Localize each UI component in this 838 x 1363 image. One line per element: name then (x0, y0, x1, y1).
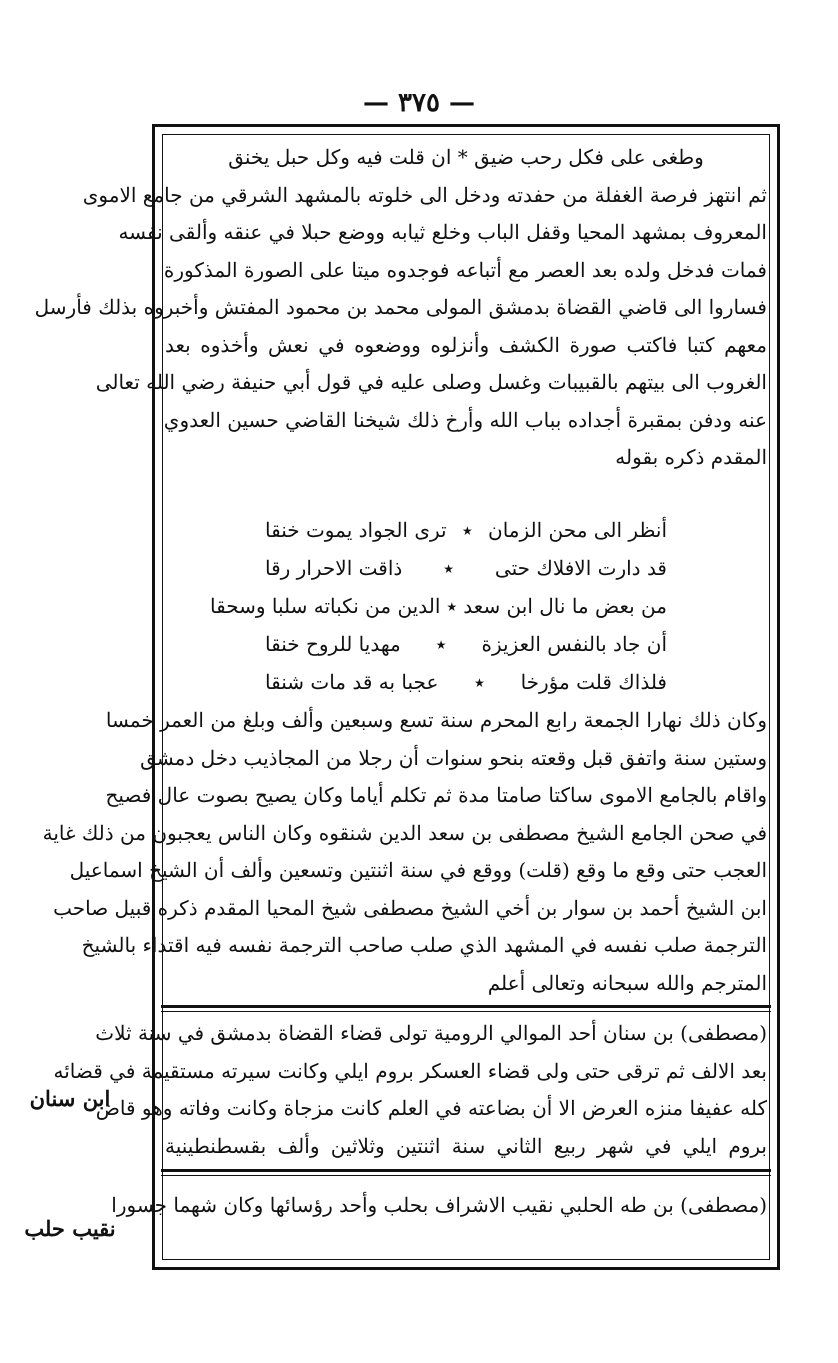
main-text (34, 139, 767, 477)
star-separator-icon: ٭ (446, 594, 458, 618)
poem (210, 511, 667, 701)
section-divider-thin (161, 1175, 771, 1176)
text-line: عنه ودفن بمقبرة أجداده بباب الله وأرخ ذلك شيخنا القاضي حسين العدوي (163, 407, 767, 432)
verse-first-hemistich: من بعض ما نال ابن سعد (463, 594, 667, 618)
verse-second-hemistich: ذاقت الاحرار رقا (265, 556, 403, 580)
poem-verse (265, 511, 667, 549)
text-line: الغروب الى بيتهم بالقبيبات وغسل وصلى عليه في قول أبي حنيفة رضي الله تعالى (95, 370, 767, 394)
poem-verse (265, 663, 667, 701)
section-divider-thin (161, 1011, 771, 1012)
text-line: ابن الشيخ أحمد بن سوار بن أخي الشيخ مصطفى شيخ المحيا المقدم ذكره قبيل صاحب (53, 895, 767, 920)
verse-second-hemistich: مهديا للروح خنقا (265, 632, 401, 656)
text-line: بروم ايلي في شهر ربيع الثاني سنة اثنتين وثلاثين وألف بقسطنطينية (165, 1133, 767, 1158)
margin-note-naqib-halab: نقيب حلب (24, 1216, 116, 1241)
text-line: ثم انتهز فرصة الغفلة من حفدته ودخل الى خلوته بالمشهد الشرقي من جامع الاموى (82, 182, 767, 207)
text-line: العجب حتى وقع ما وقع (قلت) ووقع في سنة اثنتين وتسعين وألف أن الشيخ اسماعيل (69, 858, 767, 882)
page-number: — ٣٧٥ — (362, 88, 476, 118)
verse-second-hemistich: عجبا به قد مات شنقا (265, 670, 439, 694)
text-line: (مصطفى) بن طه الحلبي نقيب الاشراف بحلب وأحد رؤسائها وكان شهما جسورا (111, 1193, 767, 1217)
text-line: فمات فدخل ولده بعد العصر مع أتباعه فوجدوه ميتا على الصورة المذكورة (163, 257, 767, 282)
text-line: وكان ذلك نهارا الجمعة رابع المحرم سنة تسع وسبعين وألف وبلغ من العمر خمسا (105, 708, 767, 732)
text-line: الترجمة صلب نفسه في المشهد الذي صلب صاحب الترجمة نفسه فيه اقتداء بالشيخ (81, 933, 767, 957)
verse-first-hemistich: أنظر الى محن الزمان (488, 518, 667, 542)
section-divider (161, 1005, 771, 1008)
star-separator-icon: ٭ (461, 518, 473, 542)
text-line: (مصطفى) بن سنان أحد الموالي الرومية تولى قضاء القضاة بدمشق في سنة ثلاث (95, 1021, 767, 1045)
text-line: واقام بالجامع الاموى ساكتا صامتا مدة ثم تكلم أياما وكان يصيح بصوت عال فصيح (105, 783, 767, 807)
poem-verse (265, 625, 667, 663)
verse-first-hemistich: قد دارت الافلاك حتى (494, 556, 667, 580)
text-line: المعروف بمشهد المحيا وقفل الباب وخلع ثيابه ووضع حبلا في عنقه وألقى نفسه (118, 220, 767, 244)
text-line: المترجم والله سبحانه وتعالى أعلم (487, 970, 767, 995)
continued-text (42, 702, 767, 1002)
poem-verse (265, 549, 667, 587)
text-line: معهم كتبا فاكتب صورة الكشف وأنزلوه ووضعوه في نعش وأخذوه بعد (165, 332, 767, 357)
opening-verse: وطغى على فكل رحب ضيق * ان قلت فيه وكل حبل يخنق (228, 145, 704, 169)
text-line: المقدم ذكره بقوله (615, 445, 767, 469)
star-separator-icon: ٭ (443, 556, 455, 580)
star-separator-icon: ٭ (474, 670, 485, 694)
section-divider (161, 1169, 771, 1172)
biography-entry-ibn-taha (111, 1187, 767, 1225)
poem-verse (210, 587, 667, 625)
text-line: فساروا الى قاضي القضاة بدمشق المولى محمد بن محمود المفتش وأخبروه بذلك فأرسل (34, 295, 767, 319)
text-line: بعد الالف ثم ترقى حتى ولى قضاء العسكر بروم ايلي وكانت سيرته مستقيمة في قضائه (53, 1058, 767, 1083)
margin-note-ibn-sinan: ابن سنان (29, 1086, 111, 1111)
star-separator-icon: ٭ (435, 632, 447, 656)
verse-first-hemistich: أن جاد بالنفس العزيزة (481, 632, 667, 656)
text-line: في صحن الجامع الشيخ مصطفى بن سعد الدين شنقوه وكان الناس يعجبون من ذلك غاية (42, 820, 767, 845)
text-line: وستين سنة واتفق قبل وقعته بنحو سنوات أن رجلا من المجاذيب دخل دمشق (140, 745, 767, 770)
verse-second-hemistich: ترى الجواد يموت خنقا (265, 518, 447, 542)
text-line: كله عفيفا منزه العرض الا أن بضاعته في العلم كانت مزجاة وكانت وفاته وهو قاض (95, 1096, 767, 1120)
verse-first-hemistich: فلذاك قلت مؤرخا (520, 670, 667, 694)
verse-second-hemistich: الدين من نكباته سلبا وسحقا (210, 594, 441, 618)
